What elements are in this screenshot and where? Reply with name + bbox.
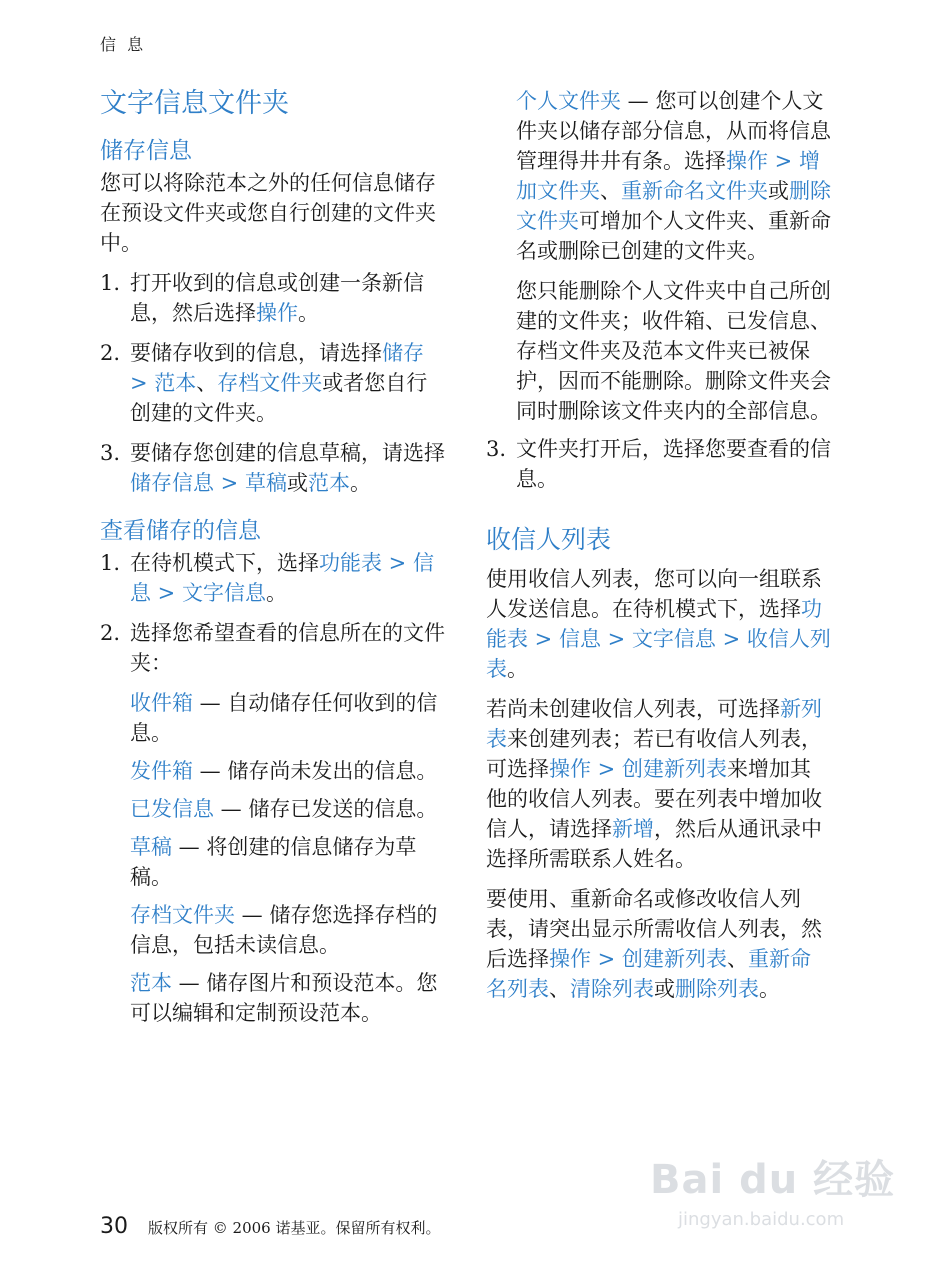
menu-link-add-folder[interactable]: 增加文件夹 [516, 149, 820, 203]
step-text: 。 [349, 471, 371, 495]
step-number: 2. [100, 341, 121, 365]
page-footer [100, 1214, 440, 1239]
store-heading: 储存信息 [100, 138, 192, 164]
menu-link-add[interactable]: 新增 [612, 817, 654, 841]
folder-desc: — 储存您选择存档的信息，包括未读信息。 [130, 903, 438, 957]
menu-link-menu[interactable]: 功能表 [486, 597, 822, 651]
step-text: 要储存收到的信息，请选择 [130, 341, 382, 365]
folder-name[interactable]: 草稿 [130, 835, 172, 859]
menu-link-text-messages[interactable]: 文字信息 [181, 581, 266, 605]
menu-separator: > [591, 947, 622, 971]
recipients-para-2 [486, 694, 831, 874]
folder-item-outbox [130, 756, 445, 786]
step-number: 2. [100, 621, 121, 645]
menu-separator: > [214, 471, 245, 495]
folder-name[interactable]: 存档文件夹 [130, 903, 235, 927]
folder-name[interactable]: 个人文件夹 [516, 89, 621, 113]
folder-desc: 、 [600, 179, 621, 203]
left-column [100, 84, 445, 1036]
menu-separator: > [600, 627, 632, 651]
menu-link-messages[interactable]: 信息 [558, 627, 601, 651]
menu-link-text-messages[interactable]: 文字信息 [631, 627, 716, 651]
menu-separator: > [591, 757, 622, 781]
menu-link-delete-folder[interactable]: 删除文件夹 [516, 179, 831, 233]
menu-separator: > [715, 627, 747, 651]
watermark-url: jingyan.baidu.com [678, 1209, 845, 1230]
store-step-3 [100, 438, 445, 498]
view-step-3 [486, 434, 831, 494]
menu-separator: > [768, 149, 799, 173]
folder-item-personal [516, 86, 831, 266]
view-step-1 [100, 548, 445, 608]
step-text: 选择您希望查看的信息所在的文件夹： [130, 621, 445, 675]
menu-link-operate[interactable]: 操作 [549, 947, 591, 971]
para-text: 来创建列表；若已有收信人列表，可选择 [486, 727, 822, 781]
folder-desc: — 储存图片和预设范本。您可以编辑和定制预设范本。 [130, 971, 438, 1025]
menu-link-menu[interactable]: 功能表 [319, 551, 382, 575]
menu-link-clear-list[interactable]: 清除列表 [570, 977, 654, 1001]
view-step-2 [100, 618, 445, 678]
para-text: 。 [507, 657, 528, 681]
menu-link-save[interactable]: 储存 [382, 341, 424, 365]
step-text: 、 [196, 371, 218, 395]
section-header: 信 息 [100, 35, 147, 54]
step-number: 1. [100, 271, 121, 295]
folder-desc: 可增加个人文件夹、重新命名或删除已创建的文件夹。 [516, 209, 831, 263]
copyright-text: 版权所有 © 2006 诺基亚。保留所有权利。 [148, 1219, 441, 1237]
menu-link-rename-list[interactable]: 重新命名列表 [486, 947, 811, 1001]
step-number: 3. [486, 437, 507, 461]
folder-desc: — 将创建的信息储存为草稿。 [130, 835, 417, 889]
step-text: 要储存您创建的信息草稿，请选择 [130, 441, 445, 465]
folder-name[interactable]: 已发信息 [130, 797, 214, 821]
delete-note: 您只能删除个人文件夹中自己所创建的文件夹；收件箱、已发信息、存档文件夹及范本文件夹已被保护，因而不能删除。删除文件夹会同时删除该文件夹内的全部信息。 [516, 279, 831, 423]
recipients-para-1 [486, 564, 831, 684]
menu-link-archive[interactable]: 存档文件夹 [217, 371, 323, 395]
menu-separator: > [382, 551, 413, 575]
menu-link-recipient-list[interactable]: 收信人列表 [486, 627, 831, 681]
step-text: 。 [265, 581, 287, 605]
para-text: 、 [726, 947, 748, 971]
folder-item-inbox [130, 688, 445, 748]
menu-link-template[interactable]: 范本 [154, 371, 197, 395]
menu-link-messages[interactable]: 信息 [130, 551, 434, 605]
folder-item-sent [130, 794, 445, 824]
menu-separator: > [528, 627, 559, 651]
watermark-logo: Bai du 经验 [650, 1157, 896, 1203]
menu-link-operate[interactable]: 操作 [549, 757, 591, 781]
menu-link-operate[interactable]: 操作 [256, 301, 298, 325]
store-intro: 您可以将除范本之外的任何信息储存在预设文件夹或您自行创建的文件夹中。 [100, 171, 436, 255]
folder-item-templates [130, 968, 445, 1028]
menu-separator: > [151, 581, 182, 605]
menu-link-delete-list[interactable]: 删除列表 [675, 977, 759, 1001]
page-number: 30 [100, 1214, 128, 1239]
folder-name[interactable]: 收件箱 [130, 691, 193, 715]
step-text: 文件夹打开后，选择您要查看的信息。 [516, 437, 831, 491]
para-text: 来增加其他的收信人列表。要在列表中增加收信人，请选择 [486, 757, 822, 841]
menu-link-template[interactable]: 范本 [307, 471, 350, 495]
baidu-watermark [650, 1148, 895, 1230]
menu-link-save-message[interactable]: 储存信息 [130, 471, 214, 495]
menu-link-operate[interactable]: 操作 [726, 149, 768, 173]
store-step-2 [100, 338, 445, 428]
para-text: ，然后从通讯录中选择所需联系人姓名。 [486, 817, 822, 871]
store-step-1 [100, 268, 445, 328]
folder-desc: — 自动储存任何收到的信息。 [130, 691, 438, 745]
para-text: 或 [654, 977, 675, 1001]
menu-link-rename-folder[interactable]: 重新命名文件夹 [621, 179, 768, 203]
folder-desc: — 储存已发送的信息。 [214, 797, 438, 821]
folder-name[interactable]: 范本 [130, 971, 172, 995]
view-heading: 查看储存的信息 [100, 518, 261, 544]
step-text: 在待机模式下，选择 [130, 551, 319, 575]
folder-item-archive [130, 900, 445, 960]
step-text: 或 [286, 471, 308, 495]
folder-name[interactable]: 发件箱 [130, 759, 193, 783]
para-text: 、 [549, 977, 570, 1001]
para-text: 要使用、重新命名或修改收信人列表，请突出显示所需收信人列表，然后选择 [486, 887, 822, 971]
menu-link-create-list[interactable]: 创建新列表 [621, 757, 727, 781]
step-text: 或者您自行创建的文件夹。 [130, 371, 428, 425]
step-number: 3. [100, 441, 121, 465]
folder-item-drafts [130, 832, 445, 892]
menu-link-create-list[interactable]: 创建新列表 [621, 947, 727, 971]
recipients-para-3 [486, 884, 831, 1004]
recipients-heading: 收信人列表 [486, 525, 612, 554]
para-text: 若尚未创建收信人列表，可选择 [486, 697, 780, 721]
menu-separator: > [130, 371, 155, 395]
para-text: 。 [759, 977, 780, 1001]
page-title: 文字信息文件夹 [100, 88, 289, 119]
folder-desc: 或 [768, 179, 789, 203]
para-text: 使用收信人列表，您可以向一组联系人发送信息。在待机模式下，选择 [486, 567, 822, 621]
step-number: 1. [100, 551, 121, 575]
step-text: 。 [298, 301, 319, 325]
step-text: 打开收到的信息或创建一条新信息，然后选择 [130, 271, 424, 325]
menu-link-drafts[interactable]: 草稿 [244, 471, 287, 495]
right-column [486, 86, 831, 1014]
folder-desc: — 储存尚未发出的信息。 [193, 759, 438, 783]
folder-list [130, 688, 445, 1028]
folder-desc: — 您可以创建个人文件夹以储存部分信息，从而将信息管理得井井有条。选择 [516, 89, 831, 173]
menu-link-new-list[interactable]: 新列表 [486, 697, 822, 751]
